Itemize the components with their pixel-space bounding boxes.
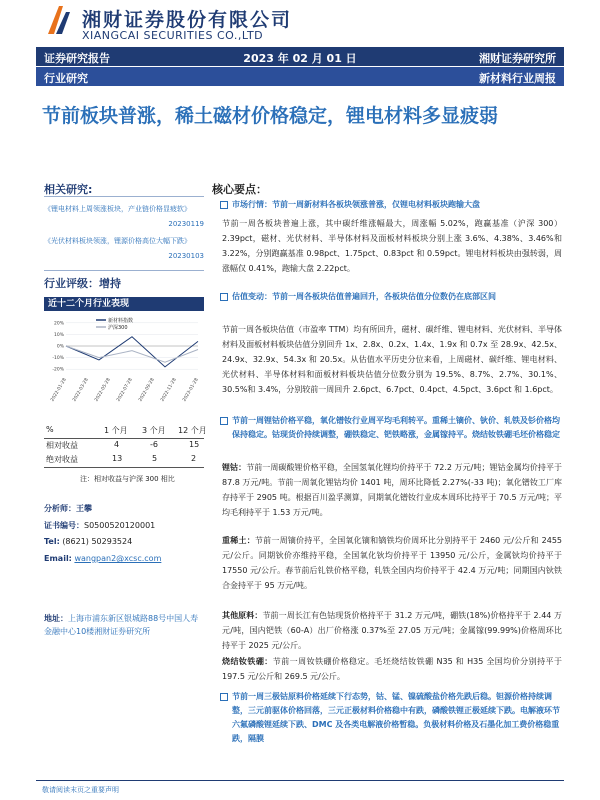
report-series: 新材料行业周报 [479,72,556,85]
paragraph-lead: 其他原料： [222,611,263,620]
research-category: 行业研究 [44,72,88,85]
header-bar-top [36,47,564,66]
paragraph-other-materials [222,608,562,653]
y-tick-label: -20% [52,367,64,373]
industry-rating: 行业评级：增持 [44,277,121,290]
paragraph-heavy-rare-earth [222,533,562,593]
paragraph-lead: 锂钴： [222,463,247,472]
paragraph: 节前一周各板块估值（市盈率 TTM）均有所回升，磁材、碳纤维、锂电材料、光伏材料、半导体材料及面板材料板块估值分别回升 1x、2.8x、0.2x、1.4x、1.9x 和 0.7x 至 28.9x、42.5x、24.9x、32.9x、54.3x 和 20.5x。从估值水平历史分位来看，上周磁材、碳纤维、锂电材料、光伏材料、半导体材料和面板材料板块估值分位数分别为 19.5%、8.7%、2.7%、30.1%、30.5%和 3.4%，分别较前一周回升 2.6pct、6.7pct、0.4pct、4.5pct、3.6pct 和 1.6pct。 [222,325,562,394]
table-header: 1 个月 [104,426,128,435]
x-tick-label: 2022-03-28 [72,377,90,403]
checkbox-bullet-icon [220,693,228,701]
paragraph-lead: 烧结钕铁硼： [222,657,273,666]
analyst-email-line [44,554,161,563]
cert-label: 证书编号： [44,521,84,530]
company-name-cn: 湘财证券股份有限公司 [82,9,293,31]
disclaimer-footer: 敬请阅读末页之重要声明 [42,786,119,794]
email-label: Email: [44,554,72,563]
analyst-name-label: 分析师： [44,504,76,513]
y-tick-label: 0% [56,344,64,350]
tel-label: Tel: [44,537,60,546]
report-type: 证券研究报告 [44,52,110,65]
x-tick-label: 2022-07-28 [116,377,134,403]
related-research-heading: 相关研究: [44,183,93,196]
address-label: 地址： [44,614,68,623]
analyst-name-line [44,503,92,514]
cert-number: S0500520120001 [84,521,156,530]
legend-label: 新材料指数 [108,318,134,324]
divider [44,196,204,197]
key-points-heading: 核心要点： [212,183,267,196]
related-item-date: 20230103 [168,252,204,260]
row-label: 相对收益 [46,441,78,450]
analyst-tel-line [44,537,132,546]
table-header-row [44,424,207,439]
checkbox-bullet-icon [220,417,228,425]
related-item-date: 20230119 [168,220,204,228]
x-tick-label: 2022-01-28 [50,377,68,403]
email-link[interactable]: wangpan2@xcsc.com [74,554,162,563]
x-tick-label: 2023-01-28 [182,377,200,403]
divider [44,270,204,271]
y-tick-label: -10% [52,356,64,362]
legend-label: 沪深300 [108,325,128,331]
table-header: 3 个月 [142,426,166,435]
table-header: % [46,425,54,434]
report-title: 节前板块普涨，稀土磁材价格稳定，锂电材料多显疲弱 [42,105,499,127]
related-item[interactable] [44,235,204,263]
header-bar-sub [36,67,564,86]
related-item[interactable] [44,203,204,231]
paragraph-text: 节前一周碳酸锂价格平稳，全国氢氧化锂均价持平于 72.2 万元/吨；锂钴金属均价持平于 87.8 万元/吨。节前一周氧化锂钴均价 1401 吨，周环比降低 2.27%(-33 吨)；氧化镨钕工厂库存持平于 2905 吨。根据百川盈孚测算，同期氧化镨钕行业成本周环比持平于 70.5 万元/吨；平均毛利持平于 1.53 万元/吨。 [222,463,563,517]
paragraph-text: 节前一周钕铁硼价格稳定。毛坯烧结钕铁硼 N35 和 H35 全国均价分别持平于 197.5 元/公斤和 269.5 元/公斤。 [222,657,563,681]
table-cell: 4 [114,440,120,449]
chart-legend [96,317,133,331]
paragraph-lead: 重稀土： [222,536,255,545]
analyst-name: 王攀 [76,504,92,513]
paragraph-text: 节前一周镝价持平，全国氧化镝和镝铁均价周环比分别持平于 2460 元/公斤和 2455 元/公斤。同期钬价亦维持平稳，全国氧化钬均价持平于 13950 元/公斤，金属钬均价持平于 17550 元/公斤。春节前后钆铁价格平稳，轧铁全国内均价持平于 42.4 万元/吨；同期国内钬铁合金持平于 95 万元/吨。 [222,536,562,590]
performance-note: 注：相对收益与沪深 300 相比 [80,475,175,483]
x-tick-label: 2022-05-28 [94,377,112,403]
table-cell: 5 [152,454,158,463]
bullet-heading: 节前一周锂钴价格平稳，氧化镨钕行业周平均毛利转平。重稀土镝价、钬价、轧铁及钐价格均保持稳定。钴现货价持续调整，硼铁稳定、钯铁略涨，金属镓持平。烧结钕铁硼毛坯价格稳定 [232,416,560,439]
table-cell: 13 [112,454,123,463]
checkbox-bullet-icon [220,293,228,301]
performance-heading: 近十二个月行业表现 [44,297,204,311]
paragraph-ndfeb [222,654,562,684]
company-logo-icon [44,4,74,36]
table-cell: 2 [191,454,197,463]
institute-name: 湘财证券研究所 [479,52,556,65]
performance-chart [44,313,204,413]
paragraph: 节前一周各板块普遍上涨，其中碳纤维涨幅最大，周涨幅 5.02%，跑赢基准（沪深 300）2.39pct，磁材、光伏材料、半导体材料及面板材料板块分别上涨 3.6%、4.38%、3.46%和 3.22%，分别跑赢基准 0.98pct、1.75pct、0.83pct 和 0.59pct。锂电材料板块由强转弱，周涨幅仅 0.41%，跑输大盘 2.22pct。 [222,219,562,273]
paragraph-lithium-cobalt [222,460,562,520]
y-tick-label: 10% [53,332,64,338]
row-label: 绝对收益 [46,455,78,464]
table-cell: 15 [189,440,200,449]
related-item-title[interactable]: 《锂电材料上周领涨板块，产业链价格显疲软》 [44,205,191,213]
performance-table [44,424,207,468]
company-name-en: XIANGCAI SECURITIES CO.,LTD [82,29,264,42]
bullet-heading: 估值变动：节前一周各板块估值普遍回升，各板块估值分位数仍在底部区间 [232,292,496,301]
bullet-heading: 市场行情：节前一周新材料各板块领涨普涨，仅锂电材料板块跑输大盘 [232,200,480,209]
series-line [66,337,198,367]
bullet-heading: 节前一周三极钴原料价格延续下行态势，钴、锰、镍硫酸盐价格先跌后稳。钽源价格持续调整，三元前驱体价格回落，三元正极材料价格稳中有跌，磷酸铁锂正极延续下跌。电解液环节六氟磷酸锂延续下跌、DMC 及各类电解液价格暂稳。负极材料价格及石墨化加工费价格稳重跌，隔膜 [232,692,560,743]
address-block [44,612,204,638]
analyst-cert-line [44,520,155,531]
footer-divider [36,780,564,781]
table-cell: -6 [150,440,158,449]
x-tick-label: 2022-11-28 [160,377,178,403]
table-row [44,439,204,453]
report-date: 2023 年 02 月 01 日 [243,52,357,65]
y-tick-label: 20% [53,321,64,327]
x-tick-label: 2022-09-28 [138,377,156,403]
paragraph-text: 节前一周长江有色钴现货价格持平于 31.2 万元/吨，硼铁(18%)价格持平于 2.44 万元/吨，国内钯铁（60-A）出厂价格涨 0.37%至 27.05 万元/吨；金属镓(99.99%)价格周环比持平于 2025 元/公斤。 [222,611,563,650]
tel-number: (8621) 50293524 [62,537,133,546]
table-row [44,453,204,468]
checkbox-bullet-icon [220,201,228,209]
address-text: 上海市浦东新区银城路88号中国人寿金融中心10楼湘财证券研究所 [44,614,199,636]
related-item-title[interactable]: 《光伏材料板块领涨，锂源价格高位大幅下跌》 [44,237,191,245]
table-header: 12 个月 [178,426,207,435]
